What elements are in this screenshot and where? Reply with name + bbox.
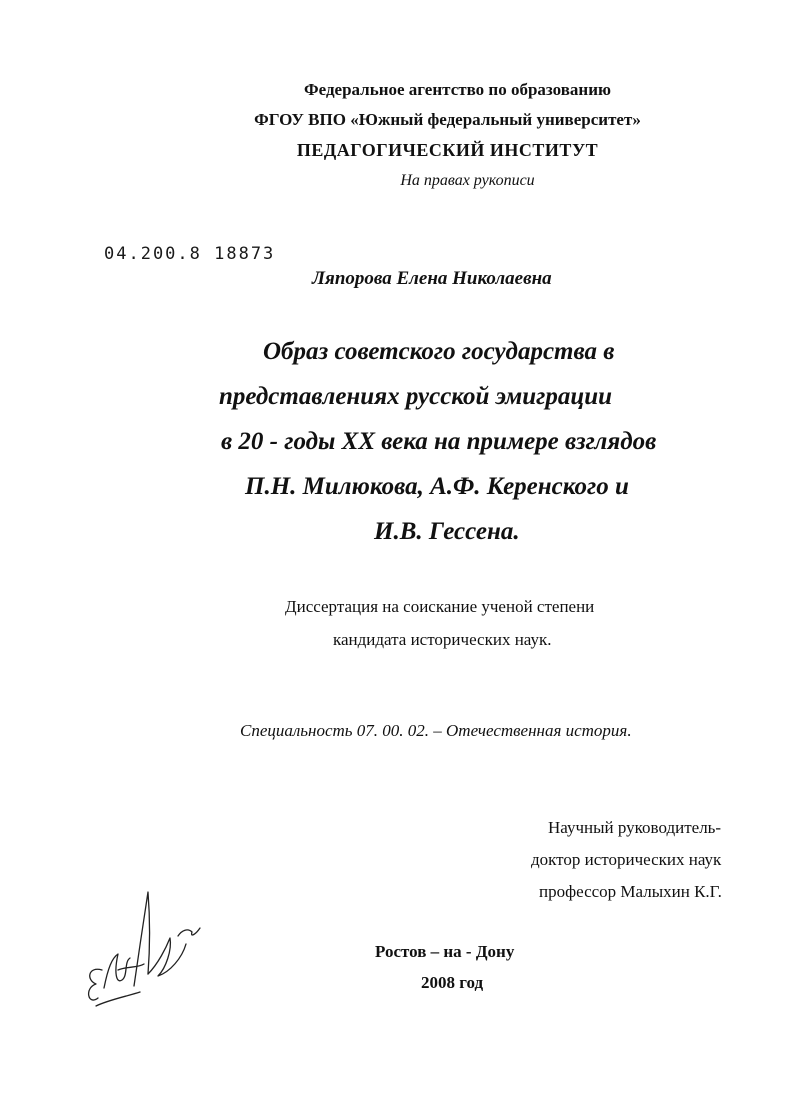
title-line-4: П.Н. Милюкова, А.Ф. Керенского и	[245, 473, 629, 500]
specialty: Специальность 07. 00. 02. – Отечественная история.	[240, 721, 632, 740]
library-stamp: 04.200.8 18873	[104, 244, 276, 264]
manuscript-note: На правах рукописи	[400, 172, 535, 189]
dissertation-line-2: кандидата исторических наук.	[333, 630, 552, 649]
dissertation-line-1: Диссертация на соискание ученой степени	[285, 597, 595, 616]
title-line-3: в 20 - годы XX века на примере взглядов	[221, 428, 657, 455]
supervisor-name: профессор Малыхин К.Г.	[539, 882, 722, 901]
supervisor-degree: доктор исторических наук	[531, 850, 722, 869]
author-name: Ляпорова Елена Николаевна	[312, 268, 552, 289]
handwritten-signature	[78, 888, 208, 1018]
supervisor-role: Научный руководитель-	[548, 818, 722, 837]
city: Ростов – на - Дону	[375, 942, 515, 961]
year: 2008 год	[421, 973, 484, 992]
university-name: ФГОУ ВПО «Южный федеральный университет»	[254, 110, 641, 129]
institute-name: ПЕДАГОГИЧЕСКИЙ ИНСТИТУТ	[296, 140, 599, 160]
title-line-2: представлениях русской эмиграции	[219, 383, 613, 410]
title-line-5: И.В. Гессена.	[374, 518, 520, 545]
agency-name: Федеральное агентство по образованию	[304, 80, 611, 99]
title-line-1: Образ советского государства в	[263, 338, 615, 365]
